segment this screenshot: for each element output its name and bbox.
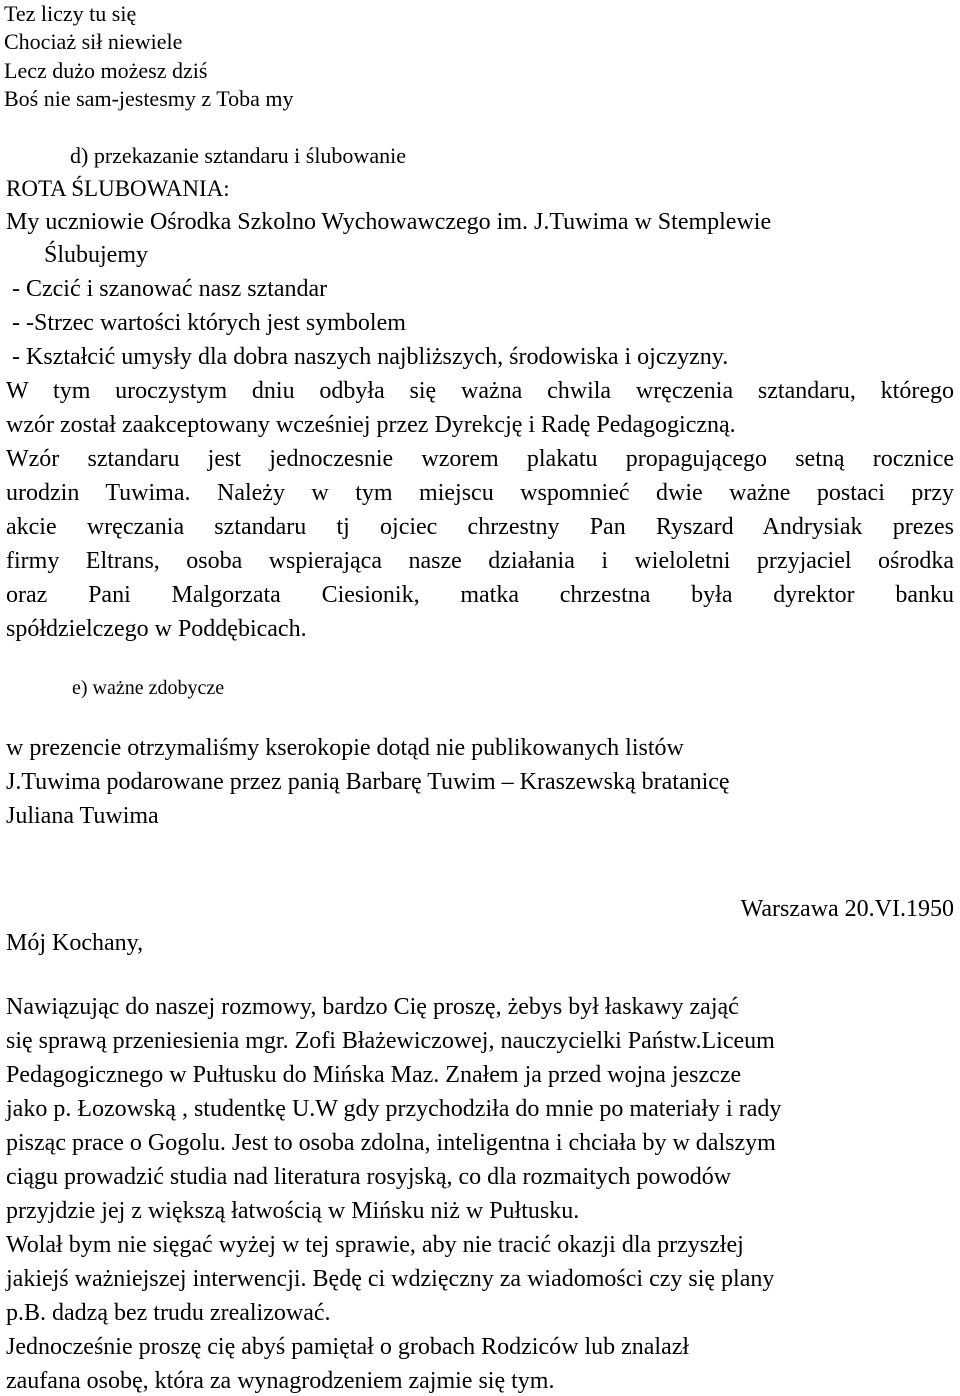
paragraph-line: wzór został zaakceptowany wcześniej przez Dyrekcję i Radę Pedagogiczną. <box>6 412 736 438</box>
poem-line: Lecz dużo możesz dziś <box>4 58 208 83</box>
vow-item: - -Strzec wartości których jest symbolem <box>12 310 406 336</box>
paragraph-line: W tym uroczystym dniu odbyła się ważna chwila wręczenia sztandaru, którego <box>6 378 954 404</box>
letter-line: pisząc prace o Gogolu. Jest to osoba zdolna, inteligentna i chciała by w dalszym <box>6 1130 776 1156</box>
paragraph-line: akcie wręczania sztandaru tj ojciec chrzestny Pan Ryszard Andrysiak prezes <box>6 514 954 540</box>
letter-line: Wolał bym nie sięgać wyżej w tej sprawie, aby nie tracić okazji dla przyszłej <box>6 1232 744 1258</box>
letter-line: zaufana osobę, która za wynagrodzeniem zajmie się tym. <box>6 1368 555 1394</box>
rota-title: ROTA ŚLUBOWANIA: <box>6 176 230 201</box>
rota-vow: Ślubujemy <box>44 242 149 268</box>
letter-line: jako p. Łozowską , studentkę U.W gdy przychodziła do mnie po materiały i rady <box>6 1096 782 1122</box>
letter-line: przyjdzie jej z większą łatwością w Mińsku niż w Pułtusku. <box>6 1198 580 1224</box>
section-d-heading: d) przekazanie sztandaru i ślubowanie <box>70 143 406 168</box>
section-e-line: w prezencie otrzymaliśmy kserokopie dotąd nie publikowanych listów <box>6 735 684 761</box>
rota-intro: My uczniowie Ośrodka Szkolno Wychowawczego im. J.Tuwima w Stemplewie <box>6 209 772 235</box>
vow-item: - Czcić i szanować nasz sztandar <box>12 276 328 302</box>
letter-line: Nawiązując do naszej rozmowy, bardzo Cię proszę, żebys był łaskawy zająć <box>6 994 739 1020</box>
paragraph-line: urodzin Tuwima. Należy w tym miejscu wspomnieć dwie ważne postaci przy <box>6 480 954 506</box>
paragraph-line: spółdzielczego w Poddębicach. <box>6 616 307 642</box>
letter-line: Pedagogicznego w Pułtusku do Mińska Maz. Znałem ja przed wojna jeszcze <box>6 1062 742 1088</box>
letter-place-date: Warszawa 20.VI.1950 <box>740 896 954 922</box>
paragraph-line: oraz Pani Malgorzata Ciesionik, matka chrzestna była dyrektor banku <box>6 582 954 608</box>
poem-line: Boś nie sam-jestesmy z Toba my <box>4 86 294 111</box>
poem-line: Chociaż sił niewiele <box>4 29 183 54</box>
paragraph-line: firmy Eltrans, osoba wspierająca nasze działania i wieloletni przyjaciel ośrodka <box>6 548 954 574</box>
letter-line: Jednocześnie proszę cię abyś pamiętał o grobach Rodziców lub znalazł <box>6 1334 690 1360</box>
letter-salutation: Mój Kochany, <box>6 930 144 956</box>
vow-item: - Kształcić umysły dla dobra naszych najbliższych, środowiska i ojczyzny. <box>12 344 729 370</box>
section-e-heading: e) ważne zdobycze <box>72 677 225 699</box>
paragraph-line: Wzór sztandaru jest jednoczesnie wzorem plakatu propagującego setną rocznice <box>6 446 954 472</box>
letter-line: jakiejś ważniejszej interwencji. Będę ci wdzięczny za wiadomości czy się plany <box>6 1266 775 1292</box>
section-e-line: J.Tuwima podarowane przez panią Barbarę Tuwim – Kraszewską bratanicę <box>6 769 730 795</box>
section-e-line: Juliana Tuwima <box>6 803 159 829</box>
letter-line: się sprawą przeniesienia mgr. Zofi Błażewiczowej, nauczycielki Państw.Liceum <box>6 1028 775 1054</box>
letter-line: ciągu prowadzić studia nad literatura rosyjską, co dla rozmaitych powodów <box>6 1164 732 1190</box>
poem-line: Tez liczy tu się <box>4 1 137 26</box>
letter-line: p.B. dadzą bez trudu zrealizować. <box>6 1300 331 1326</box>
